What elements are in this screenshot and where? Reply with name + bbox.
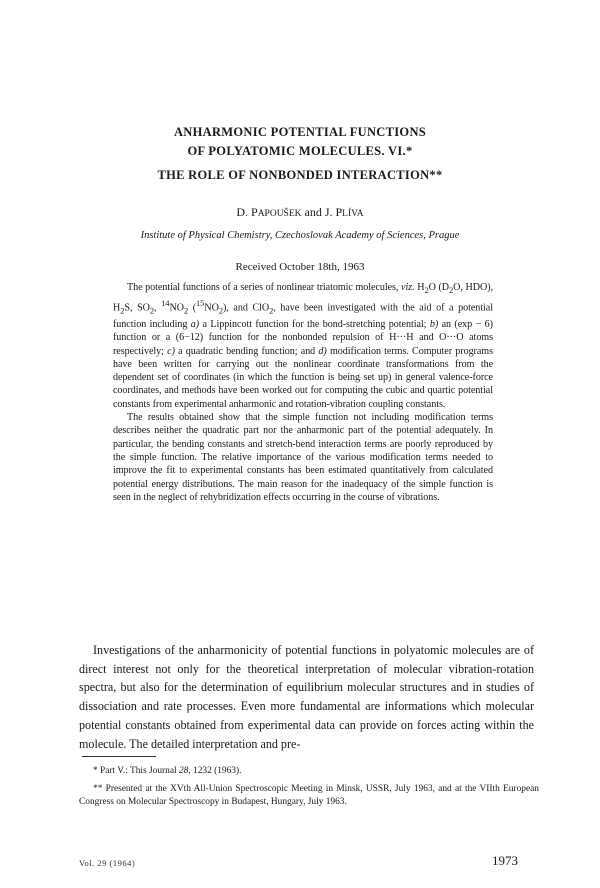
received-date: Received October 18th, 1963 — [235, 261, 365, 273]
title-line-1: ANHARMONIC POTENTIAL FUNCTIONS — [173, 125, 427, 139]
abstract-paragraph-1: The potential functions of a series of nonlinear triatomic molecules, viz. $H_2O$ ($D_2O$, HDO), $H_2S$, $SO_2$, $^{14}NO_2$ $(^{15}NO_2)$, and ClO$_2$, have been investigated with the aid of a potential function including a) a Lippincott function for the bond-stretching potential; b) an (exp − 6) function or a (6−12) function for the nonbonded repulsion of H···H and O···O atoms respectively; c) a quadratic bending function; and d) modification terms. Computer programs have been written for carrying out the nonlinear coordinate transformations from the dependent set of coordinates (in which the function is being set up) in general valence-force coordinates, and methods have been worked out for computing the cubic and quartic potential constants from experimental anharmonic and rotation-vibration coupling constants. — [113, 282, 494, 410]
footnote-rule — [82, 756, 156, 757]
journal-reference: Vol. 29 (1964) — [79, 858, 136, 868]
footnote-2: ** Presented at the XVth All-Union Spectroscopic Meeting in Minsk, USSR, July 1963, and at the VIIth European Congress on Molecular Spectroscopy in Budapest, Hungary, July 1963. — [79, 784, 539, 807]
title-line-2: OF POLYATOMIC MOLECULES. VI.* — [187, 144, 413, 158]
authors: D. PAPOUŠEK and J. PLÍVA — [236, 205, 364, 219]
intro-paragraph: Investigations of the anharmonicity of potential functions in polyatomic molecules are of direct interest not only for the theoretical interpretation of molecular vibration-rotation spectra, but also for the determination of equilibrium molecular structures and in studies of dissociation and rate processes. Even more fundamental are informations which molecular potential constants obtained from experimental data can provide on forces acting within the molecule. The detailed interpretation and pre- — [79, 643, 534, 751]
title-line-3: THE ROLE OF NONBONDED INTERACTION** — [157, 168, 443, 182]
abstract — [113, 281, 493, 504]
footnote-1: * Part V.: This Journal 28, 1232 (1963). — [93, 766, 242, 776]
affiliation: Institute of Physical Chemistry, Czechoslovak Academy of Sciences, Prague — [140, 230, 460, 241]
page-number: 1973 — [492, 853, 518, 868]
abstract-paragraph-2: The results obtained show that the simple function not including modification terms describes neither the quadratic part nor the anharmonic part of the potential adequately. In particular, the bending constants and stretch-bend interaction terms are poorly reproduced by the simple function. The relative importance of the various modification terms needed to improve the fit to experimental constants has been estimated quantitatively from calculated potential energy distributions. The main reason for the inadequacy of the simple function is seen in the neglect of rehybridization effects occurring in the course of vibrations. — [113, 412, 493, 503]
